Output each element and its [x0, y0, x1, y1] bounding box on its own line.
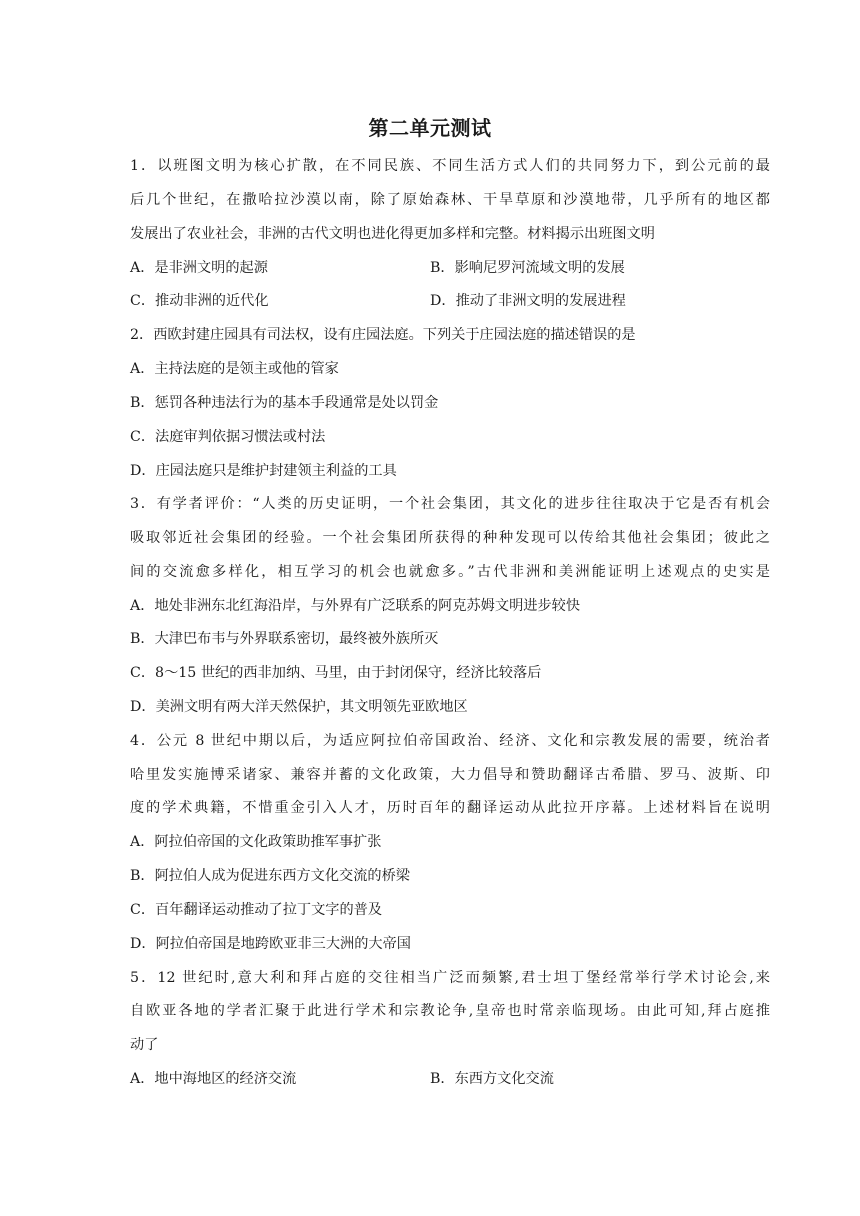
- question-1-option-d: D．推动了非洲文明的发展进程: [430, 293, 626, 309]
- question-2-option-d: D．庄园法庭只是维护封建领主利益的工具: [130, 463, 397, 479]
- question-4-option-b: B．阿拉伯人成为促进东西方文化交流的桥梁: [130, 868, 410, 884]
- question-3-line-1: 3．有学者评价：“人类的历史证明，一个社会集团，其文化的进步往往取决于它是否有机会: [130, 496, 770, 512]
- question-4-line-2: 哈里发实施博采诸家、兼容并蓄的文化政策，大力倡导和赞助翻译古希腊、罗马、波斯、印: [130, 767, 770, 783]
- question-2-option-b: B．惩罚各种违法行为的基本手段通常是处以罚金: [130, 395, 439, 411]
- question-5-option-a: A．地中海地区的经济交流: [130, 1071, 297, 1087]
- question-5-option-b: B．东西方文化交流: [430, 1071, 554, 1087]
- question-4-option-d: D．阿拉伯帝国是地跨欧亚非三大洲的大帝国: [130, 936, 411, 952]
- question-1-option-c: C．推动非洲的近代化: [130, 293, 269, 309]
- question-1-line-3: 发展出了农业社会，非洲的古代文明也进化得更加多样和完整。材料揭示出班图文明: [130, 226, 655, 242]
- question-4-option-c: C．百年翻译运动推动了拉丁文字的普及: [130, 902, 383, 918]
- question-3-line-3: 间的交流愈多样化，相互学习的机会也就愈多。”古代非洲和美洲能证明上述观点的史实是: [130, 564, 770, 580]
- question-1-line-2: 后几个世纪，在撒哈拉沙漠以南，除了原始森林、干旱草原和沙漠地带，几乎所有的地区都: [130, 192, 770, 208]
- question-5-line-2: 自欧亚各地的学者汇聚于此进行学术和宗教论争,皇帝也时常亲临现场。由此可知,拜占庭推: [130, 1003, 770, 1019]
- question-3-option-d: D．美洲文明有两大洋天然保护，其文明领先亚欧地区: [130, 699, 468, 715]
- question-2-stem: 2．西欧封建庄园具有司法权，设有庄园法庭。下列关于庄园法庭的描述错误的是: [130, 327, 636, 343]
- question-5-line-3: 动了: [130, 1037, 159, 1053]
- question-4-line-3: 度的学术典籍，不惜重金引入人才，历时百年的翻译运动从此拉开序幕。上述材料旨在说明: [130, 800, 770, 816]
- page-title: 第二单元测试: [368, 116, 492, 140]
- question-1-line-1: 1．以班图文明为核心扩散，在不同民族、不同生活方式人们的共同努力下，到公元前的最: [130, 158, 770, 174]
- question-2-option-c: C．法庭审判依据习惯法或村法: [130, 429, 326, 445]
- question-3-line-2: 吸取邻近社会集团的经验。一个社会集团所获得的种种发现可以传给其他社会集团；彼此之: [130, 530, 770, 546]
- question-5-line-1: 5．12 世纪时,意大利和拜占庭的交往相当广泛而频繁,君士坦丁堡经常举行学术讨论会,来: [130, 970, 770, 986]
- question-3-option-a: A．地处非洲东北红海沿岸，与外界有广泛联系的阿克苏姆文明进步较快: [130, 598, 581, 614]
- question-2-option-a: A．主持法庭的是领主或他的管家: [130, 361, 339, 377]
- question-4-option-a: A．阿拉伯帝国的文化政策助推军事扩张: [130, 834, 382, 850]
- question-1-option-a: A．是非洲文明的起源: [130, 260, 268, 276]
- question-3-option-b: B．大津巴布韦与外界联系密切，最终被外族所灭: [130, 631, 439, 647]
- question-1-option-b: B．影响尼罗河流域文明的发展: [430, 260, 625, 276]
- question-3-option-c: C．8～15 世纪的西非加纳、马里，由于封闭保守，经济比较落后: [130, 665, 542, 681]
- question-4-line-1: 4．公元 8 世纪中期以后，为适应阿拉伯帝国政治、经济、文化和宗教发展的需要，统治者: [130, 733, 770, 749]
